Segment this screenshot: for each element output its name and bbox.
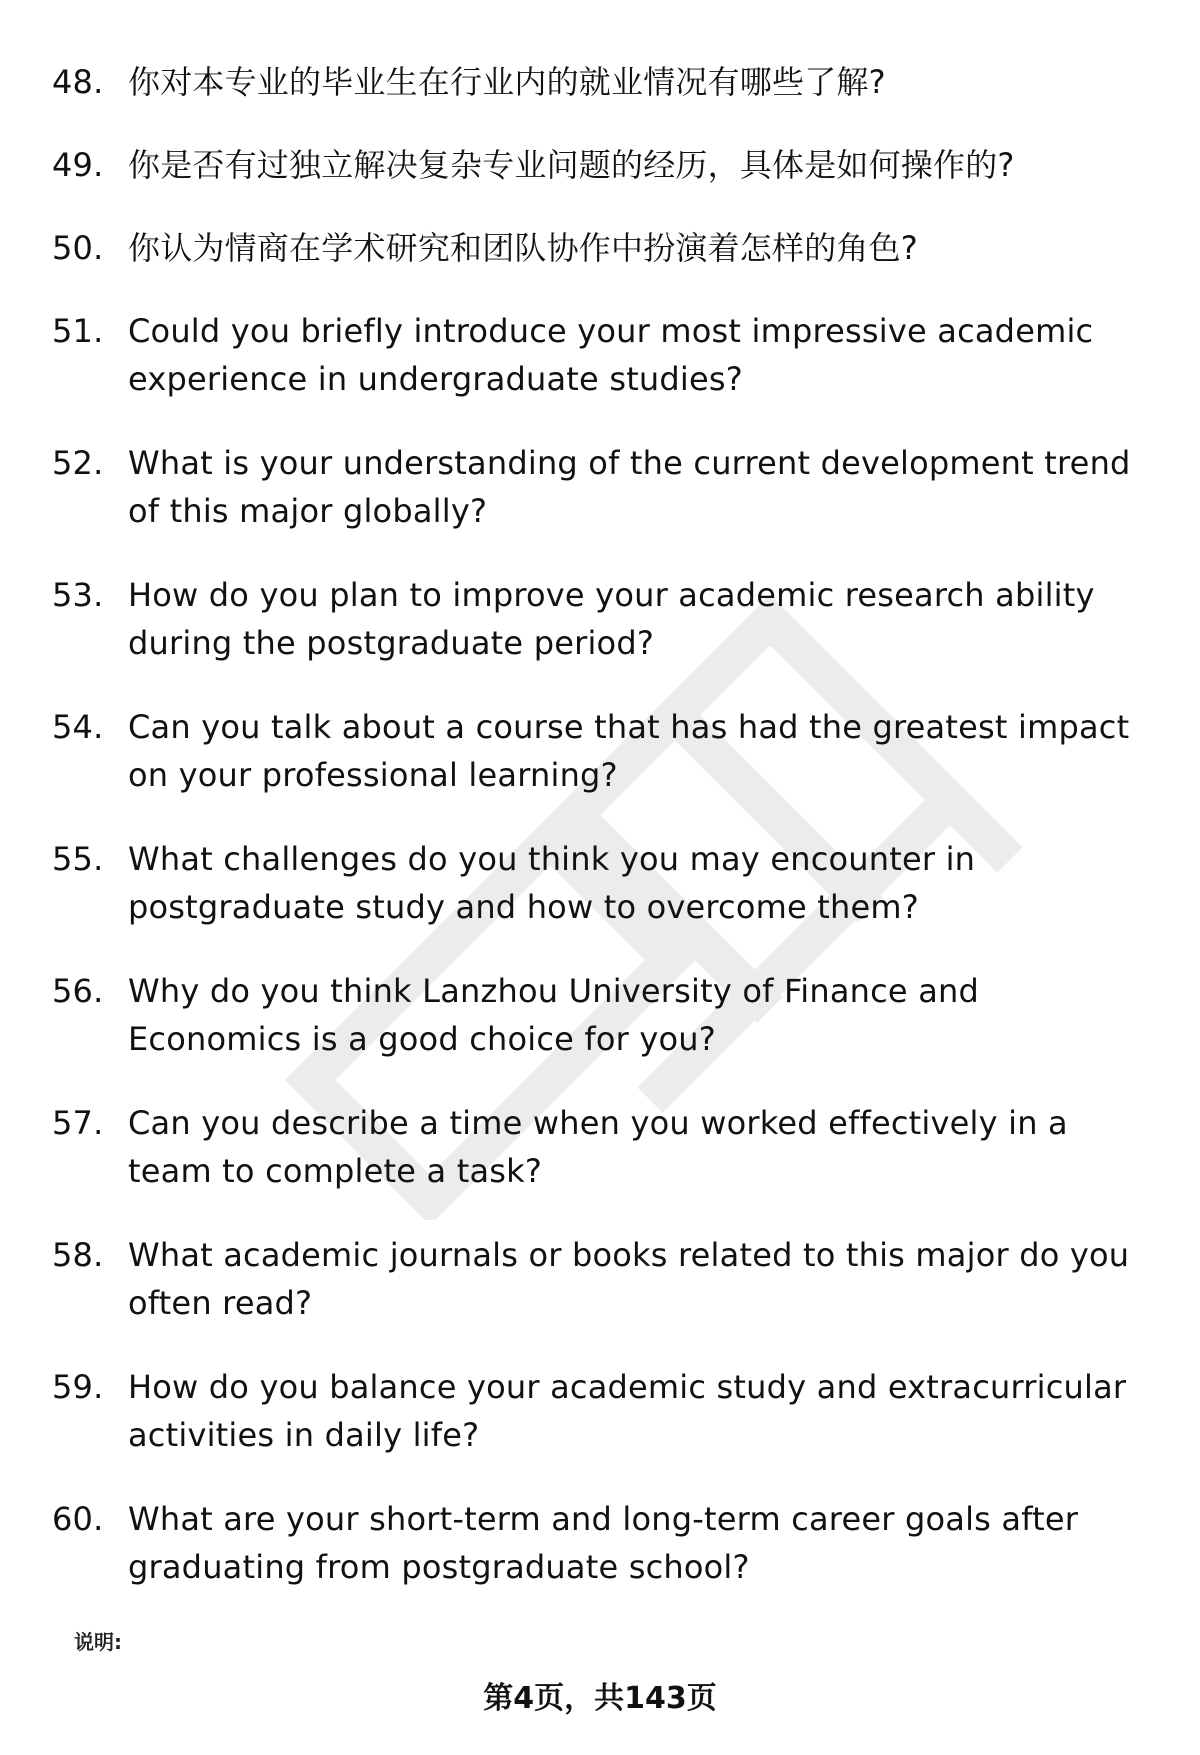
- question-item: [52, 439, 1162, 535]
- question-number: 56.: [52, 972, 104, 1010]
- question-item: [52, 1231, 1162, 1327]
- question-item: [52, 967, 1162, 1063]
- question-item: [52, 224, 1162, 272]
- question-number: 52.: [52, 444, 104, 482]
- question-text: How do you plan to improve your academic research ability during the postgraduate period?: [128, 576, 1095, 662]
- note-label: 说明:: [74, 1630, 122, 1654]
- question-text: What are your short-term and long-term career goals after graduating from postgraduate school?: [128, 1500, 1079, 1586]
- question-number: 54.: [52, 708, 104, 746]
- question-item: [52, 1363, 1162, 1459]
- question-number: 50.: [52, 229, 104, 267]
- question-number: 49.: [52, 146, 104, 184]
- question-number: 51.: [52, 312, 104, 350]
- question-item: [52, 703, 1162, 799]
- question-text: How do you balance your academic study and extracurricular activities in daily life?: [128, 1368, 1127, 1454]
- question-text: 你对本专业的毕业生在行业内的就业情况有哪些了解?: [128, 63, 886, 101]
- question-item: [52, 58, 1162, 106]
- question-number: 58.: [52, 1236, 104, 1274]
- question-item: [52, 571, 1162, 667]
- question-number: 53.: [52, 576, 104, 614]
- question-text: 你认为情商在学术研究和团队协作中扮演着怎样的角色?: [128, 229, 918, 267]
- question-number: 57.: [52, 1104, 104, 1142]
- question-text: Can you talk about a course that has had the greatest impact on your professional learning?: [128, 708, 1130, 794]
- question-text: What academic journals or books related to this major do you often read?: [128, 1236, 1130, 1322]
- question-item: [52, 141, 1162, 189]
- question-item: [52, 307, 1162, 403]
- question-number: 55.: [52, 840, 104, 878]
- question-text: Why do you think Lanzhou University of Finance and Economics is a good choice for you?: [128, 972, 979, 1058]
- question-list: [52, 58, 1162, 1627]
- question-number: 60.: [52, 1500, 104, 1538]
- question-text: Could you briefly introduce your most impressive academic experience in undergraduate studies?: [128, 312, 1094, 398]
- question-text: What is your understanding of the current development trend of this major globally?: [128, 444, 1131, 530]
- question-number: 48.: [52, 63, 104, 101]
- question-item: [52, 835, 1162, 931]
- question-text: 你是否有过独立解决复杂专业问题的经历，具体是如何操作的?: [128, 146, 1015, 184]
- question-text: Can you describe a time when you worked effectively in a team to complete a task?: [128, 1104, 1068, 1190]
- question-number: 59.: [52, 1368, 104, 1406]
- question-text: What challenges do you think you may encounter in postgraduate study and how to overcome them?: [128, 840, 976, 926]
- question-item: [52, 1099, 1162, 1195]
- question-item: [52, 1495, 1162, 1591]
- page-footer: 第4页，共143页: [483, 1681, 717, 1716]
